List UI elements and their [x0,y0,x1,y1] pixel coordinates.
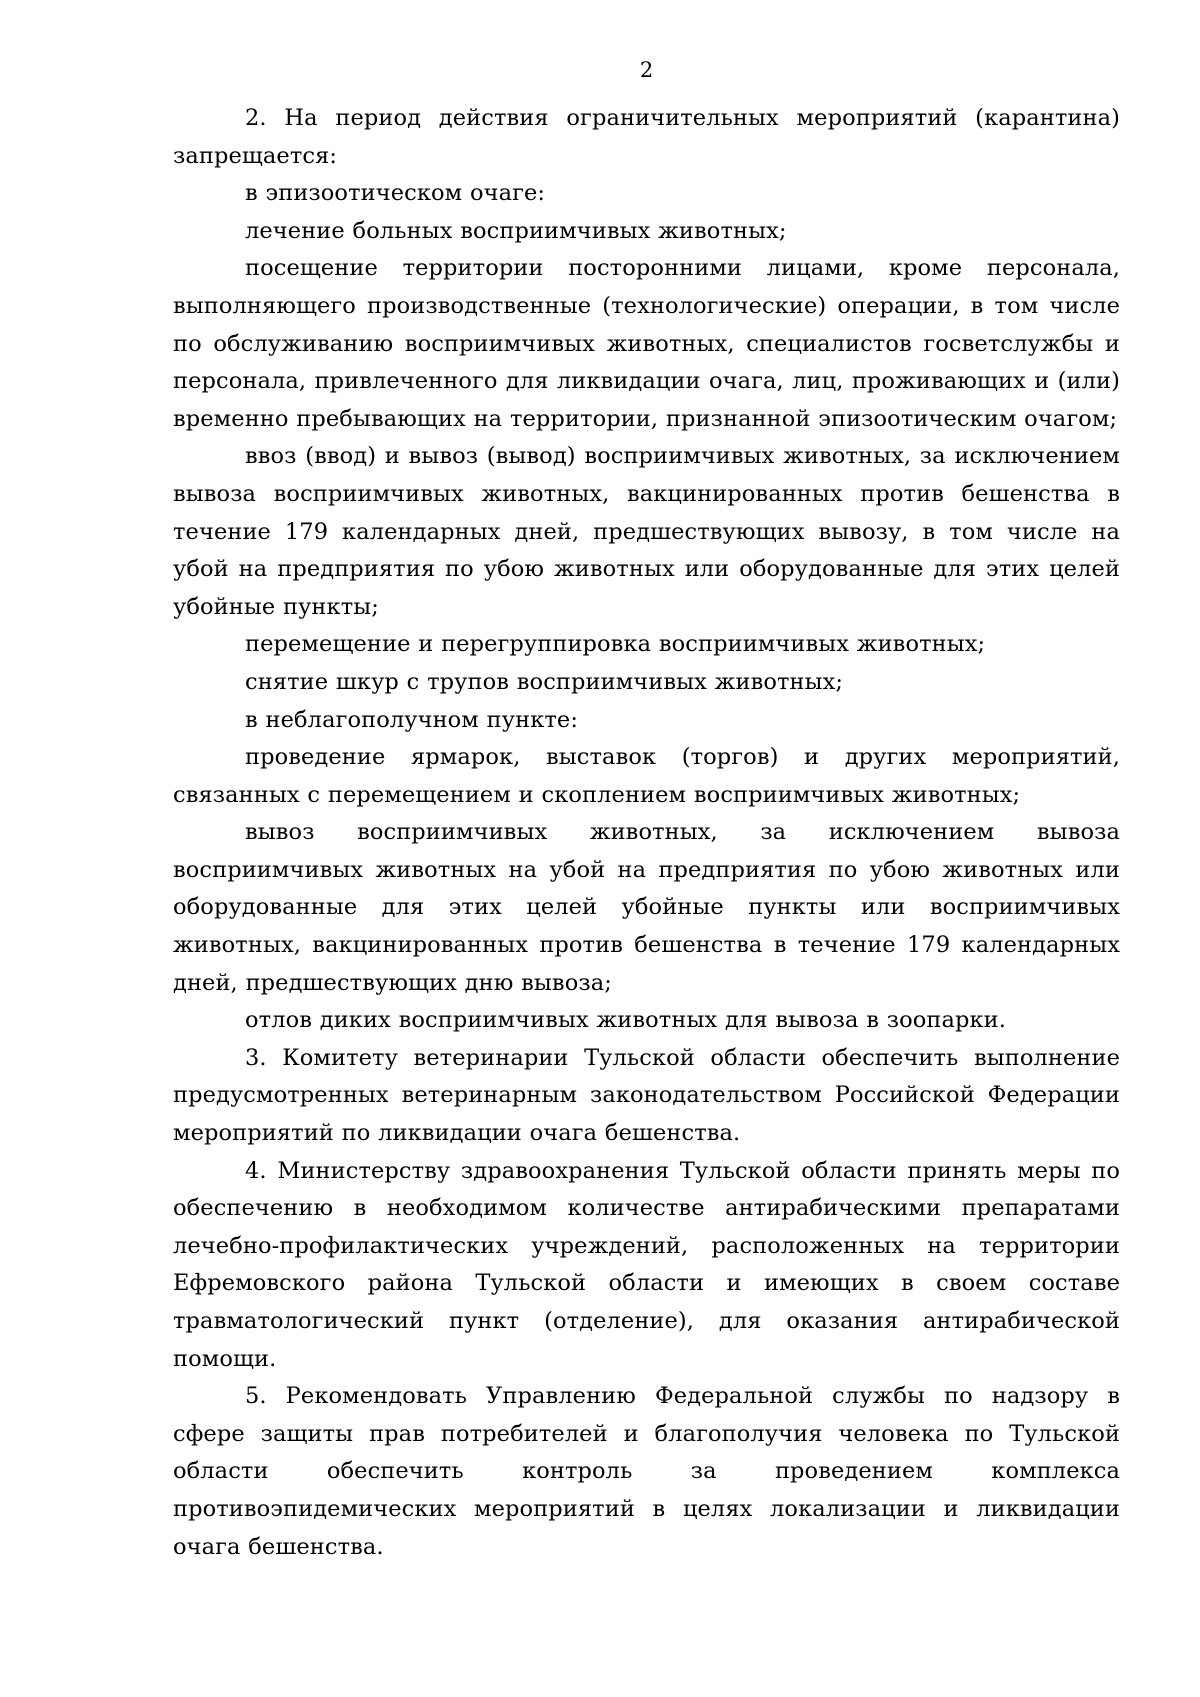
paragraph-import-export-ban: ввоз (ввод) и вывоз (вывод) восприимчивых животных, за исключением вывоза восприимчивых животных, вакцинированных против бешенства в течение 179 календарных дней, предшествующих вывозу, в том числе на убой на предприятия по убою животных или оборудованные для этих целей убойные пункты; [173,443,1120,620]
document-body [173,100,1120,1566]
paragraph-skinning-ban: снятие шкур с трупов восприимчивых животных; [245,668,844,695]
paragraph-wild-capture-ban: отлов диких восприимчивых животных для вывоза в зоопарки. [245,1007,1007,1034]
document-page [173,52,1120,1566]
paragraph-item-4: 4. Министерству здравоохранения Тульской области принять меры по обеспечению в необходимом количестве антирабическими препаратами лечебно-профилактических учреждений, расположенных на территории Ефремовского района Тульской области и имеющих в своем составе травматологический пункт (отделение), для оказания антирабической помощи. [173,1157,1120,1372]
paragraph-item-5: 5. Рекомендовать Управлению Федеральной службы по надзору в сфере защиты прав потребителей и благополучия человека по Тульской области обеспечить контроль за проведением комплекса противоэпидемических мероприятий в целях локализации и ликвидации очага бешенства. [173,1383,1120,1560]
paragraph-affected-point-heading: в неблагополучном пункте: [245,706,579,733]
paragraph-item-2-intro: 2. На период действия ограничительных мероприятий (карантина) запрещается: [173,105,1120,169]
paragraph-movement-ban: перемещение и перегруппировка восприимчивых животных; [245,631,986,658]
paragraph-fairs-ban: проведение ярмарок, выставок (торгов) и других мероприятий, связанных с перемещением и скоплением восприимчивых животных; [173,744,1120,808]
paragraph-visit-ban: посещение территории посторонними лицами, кроме персонала, выполняющего производственные (технологические) операции, в том числе по обслуживанию восприимчивых животных, специалистов госветслужбы и персонала, привлеченного для ликвидации очага, лиц, проживающих и (или) временно пребывающих на территории, признанной эпизоотическим очагом; [173,255,1120,432]
paragraph-item-3: 3. Комитету ветеринарии Тульской области обеспечить выполнение предусмотренных ветеринарным законодательством Российской Федерации мероприятий по ликвидации очага бешенства. [173,1044,1120,1147]
paragraph-export-ban: вывоз восприимчивых животных, за исключением вывоза восприимчивых животных на убой на предприятия по убою животных или оборудованные для этих целей убойные пункты или восприимчивых животных, вакцинированных против бешенства в течение 179 календарных дней, предшествующих дню вывоза; [173,819,1120,996]
page-number: 2 [639,58,654,82]
paragraph-epizootic-focus-heading: в эпизоотическом очаге: [245,180,546,207]
paragraph-treatment-ban: лечение больных восприимчивых животных; [245,217,787,244]
